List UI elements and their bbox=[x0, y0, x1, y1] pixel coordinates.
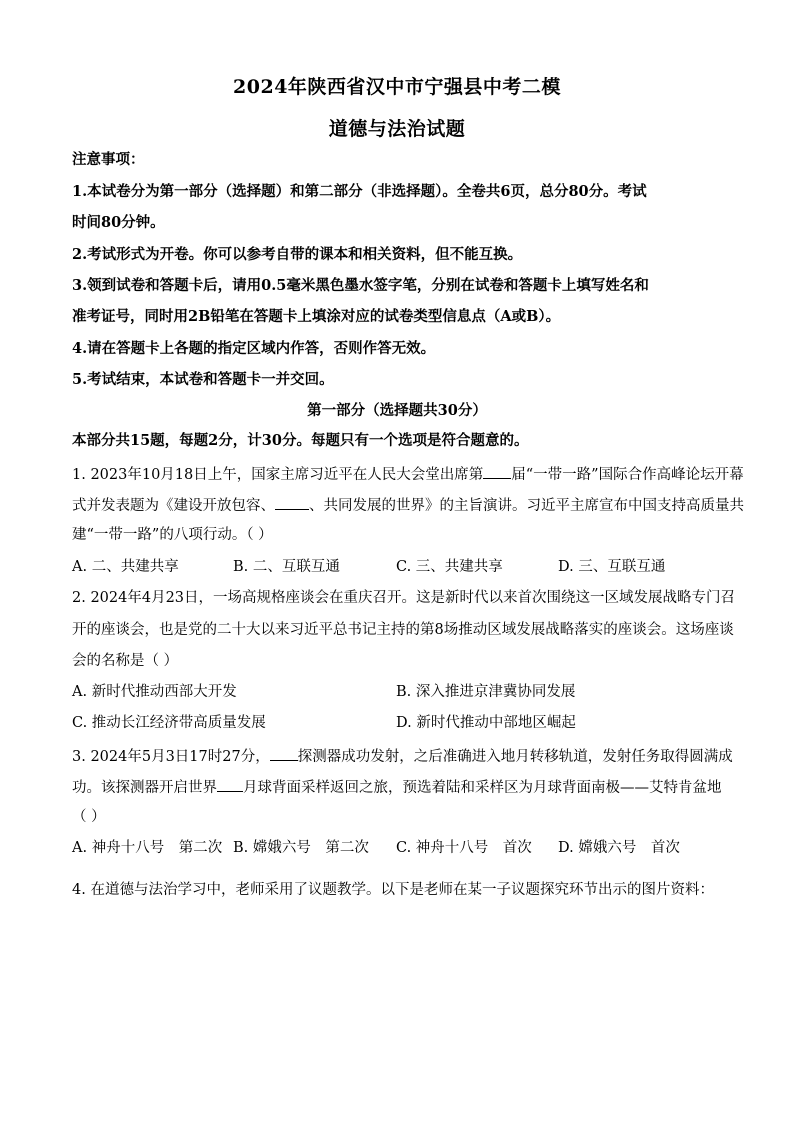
q2-option-c: C. 推动长江经济带高质量发展 bbox=[72, 715, 266, 731]
exam-title: 2024年陕西省汉中市宁强县中考二模 bbox=[233, 76, 561, 98]
answer-blank bbox=[275, 494, 309, 510]
exam-subject-title: 道德与法治试题 bbox=[328, 118, 466, 140]
q3-line-2: 功。该探测器开启世界 月球背面采样返回之旅，预选着陆和采样区为月球背面南极——艾特肯盆地 bbox=[72, 776, 722, 798]
q1-line-3: 建“一带一路”的八项行动。（ ） bbox=[72, 527, 273, 543]
q3-option-b: B. 嫦娥六号 第二次 bbox=[233, 840, 369, 856]
q2-option-d: D. 新时代推动中部地区崛起 bbox=[396, 715, 576, 731]
q1-option-a: A. 二、共建共享 bbox=[72, 559, 179, 575]
q2-option-b: B. 深入推进京津冀协同发展 bbox=[396, 684, 576, 700]
q1-option-b: B. 二、互联互通 bbox=[233, 559, 340, 575]
notice-item-3b: 准考证号，同时用2B铅笔在答题卡上填涂对应的试卷类型信息点（A或B）。 bbox=[72, 308, 561, 325]
notice-item-3a: 3.领到试卷和答题卡后，请用0.5毫米黑色墨水签字笔，分别在试卷和答题卡上填写姓名和 bbox=[72, 277, 649, 294]
q1-line-2: 式并发表题为《建设开放包容、 、共同发展的世界》的主旨演讲。习近平主席宣布中国支持高质量共 bbox=[72, 494, 722, 516]
q3-option-d: D. 嫦娥六号 首次 bbox=[558, 840, 680, 856]
answer-blank bbox=[483, 463, 511, 479]
part1-instruction: 本部分共15题，每题2分，计30分。每题只有一个选项是符合题意的。 bbox=[72, 432, 529, 449]
notice-item-1a: 1.本试卷分为第一部分（选择题）和第二部分（非选择题）。全卷共6页，总分80分。考试 bbox=[72, 183, 647, 200]
notice-item-4: 4.请在答题卡上各题的指定区域内作答，否则作答无效。 bbox=[72, 340, 436, 357]
part1-heading: 第一部分（选择题共30分） bbox=[307, 402, 487, 419]
q3-line-3: （ ） bbox=[72, 809, 106, 825]
q1-option-d: D. 三、互联互通 bbox=[558, 559, 666, 575]
q4-line-1: 4. 在道德与法治学习中，老师采用了议题教学。以下是老师在某一子议题探究环节出示的图片资料： bbox=[72, 882, 714, 898]
q1-line-1: 1. 2023年10月18日上午，国家主席习近平在人民大会堂出席第 届“一带一路”国际合作高峰论坛开幕 bbox=[72, 463, 722, 485]
q3-line-1: 3. 2024年5月3日17时27分， 探测器成功发射，之后准确进入地月转移轨道，发射任务取得圆满成 bbox=[72, 745, 722, 767]
q1-option-c: C. 三、共建共享 bbox=[396, 559, 503, 575]
notice-item-2: 2.考试形式为开卷。你可以参考自带的课本和相关资料，但不能互换。 bbox=[72, 246, 523, 263]
notice-item-5: 5.考试结束，本试卷和答题卡一并交回。 bbox=[72, 371, 334, 388]
q2-line-2: 开的座谈会，也是党的二十大以来习近平总书记主持的第8场推动区域发展战略落实的座谈会。这场座谈 bbox=[72, 622, 734, 638]
answer-blank bbox=[217, 776, 243, 792]
answer-blank bbox=[270, 745, 298, 761]
q2-line-1: 2. 2024年4月23日，一场高规格座谈会在重庆召开。这是新时代以来首次围绕这一区域发展战略专门召 bbox=[72, 590, 736, 606]
q2-line-3: 会的名称是（ ） bbox=[72, 653, 179, 669]
q3-option-c: C. 神舟十八号 首次 bbox=[396, 840, 532, 856]
notice-item-1b: 时间80分钟。 bbox=[72, 214, 165, 231]
q3-option-a: A. 神舟十八号 第二次 bbox=[72, 840, 223, 856]
q2-option-a: A. 新时代推动西部大开发 bbox=[72, 684, 237, 700]
notice-heading: 注意事项： bbox=[72, 151, 145, 168]
